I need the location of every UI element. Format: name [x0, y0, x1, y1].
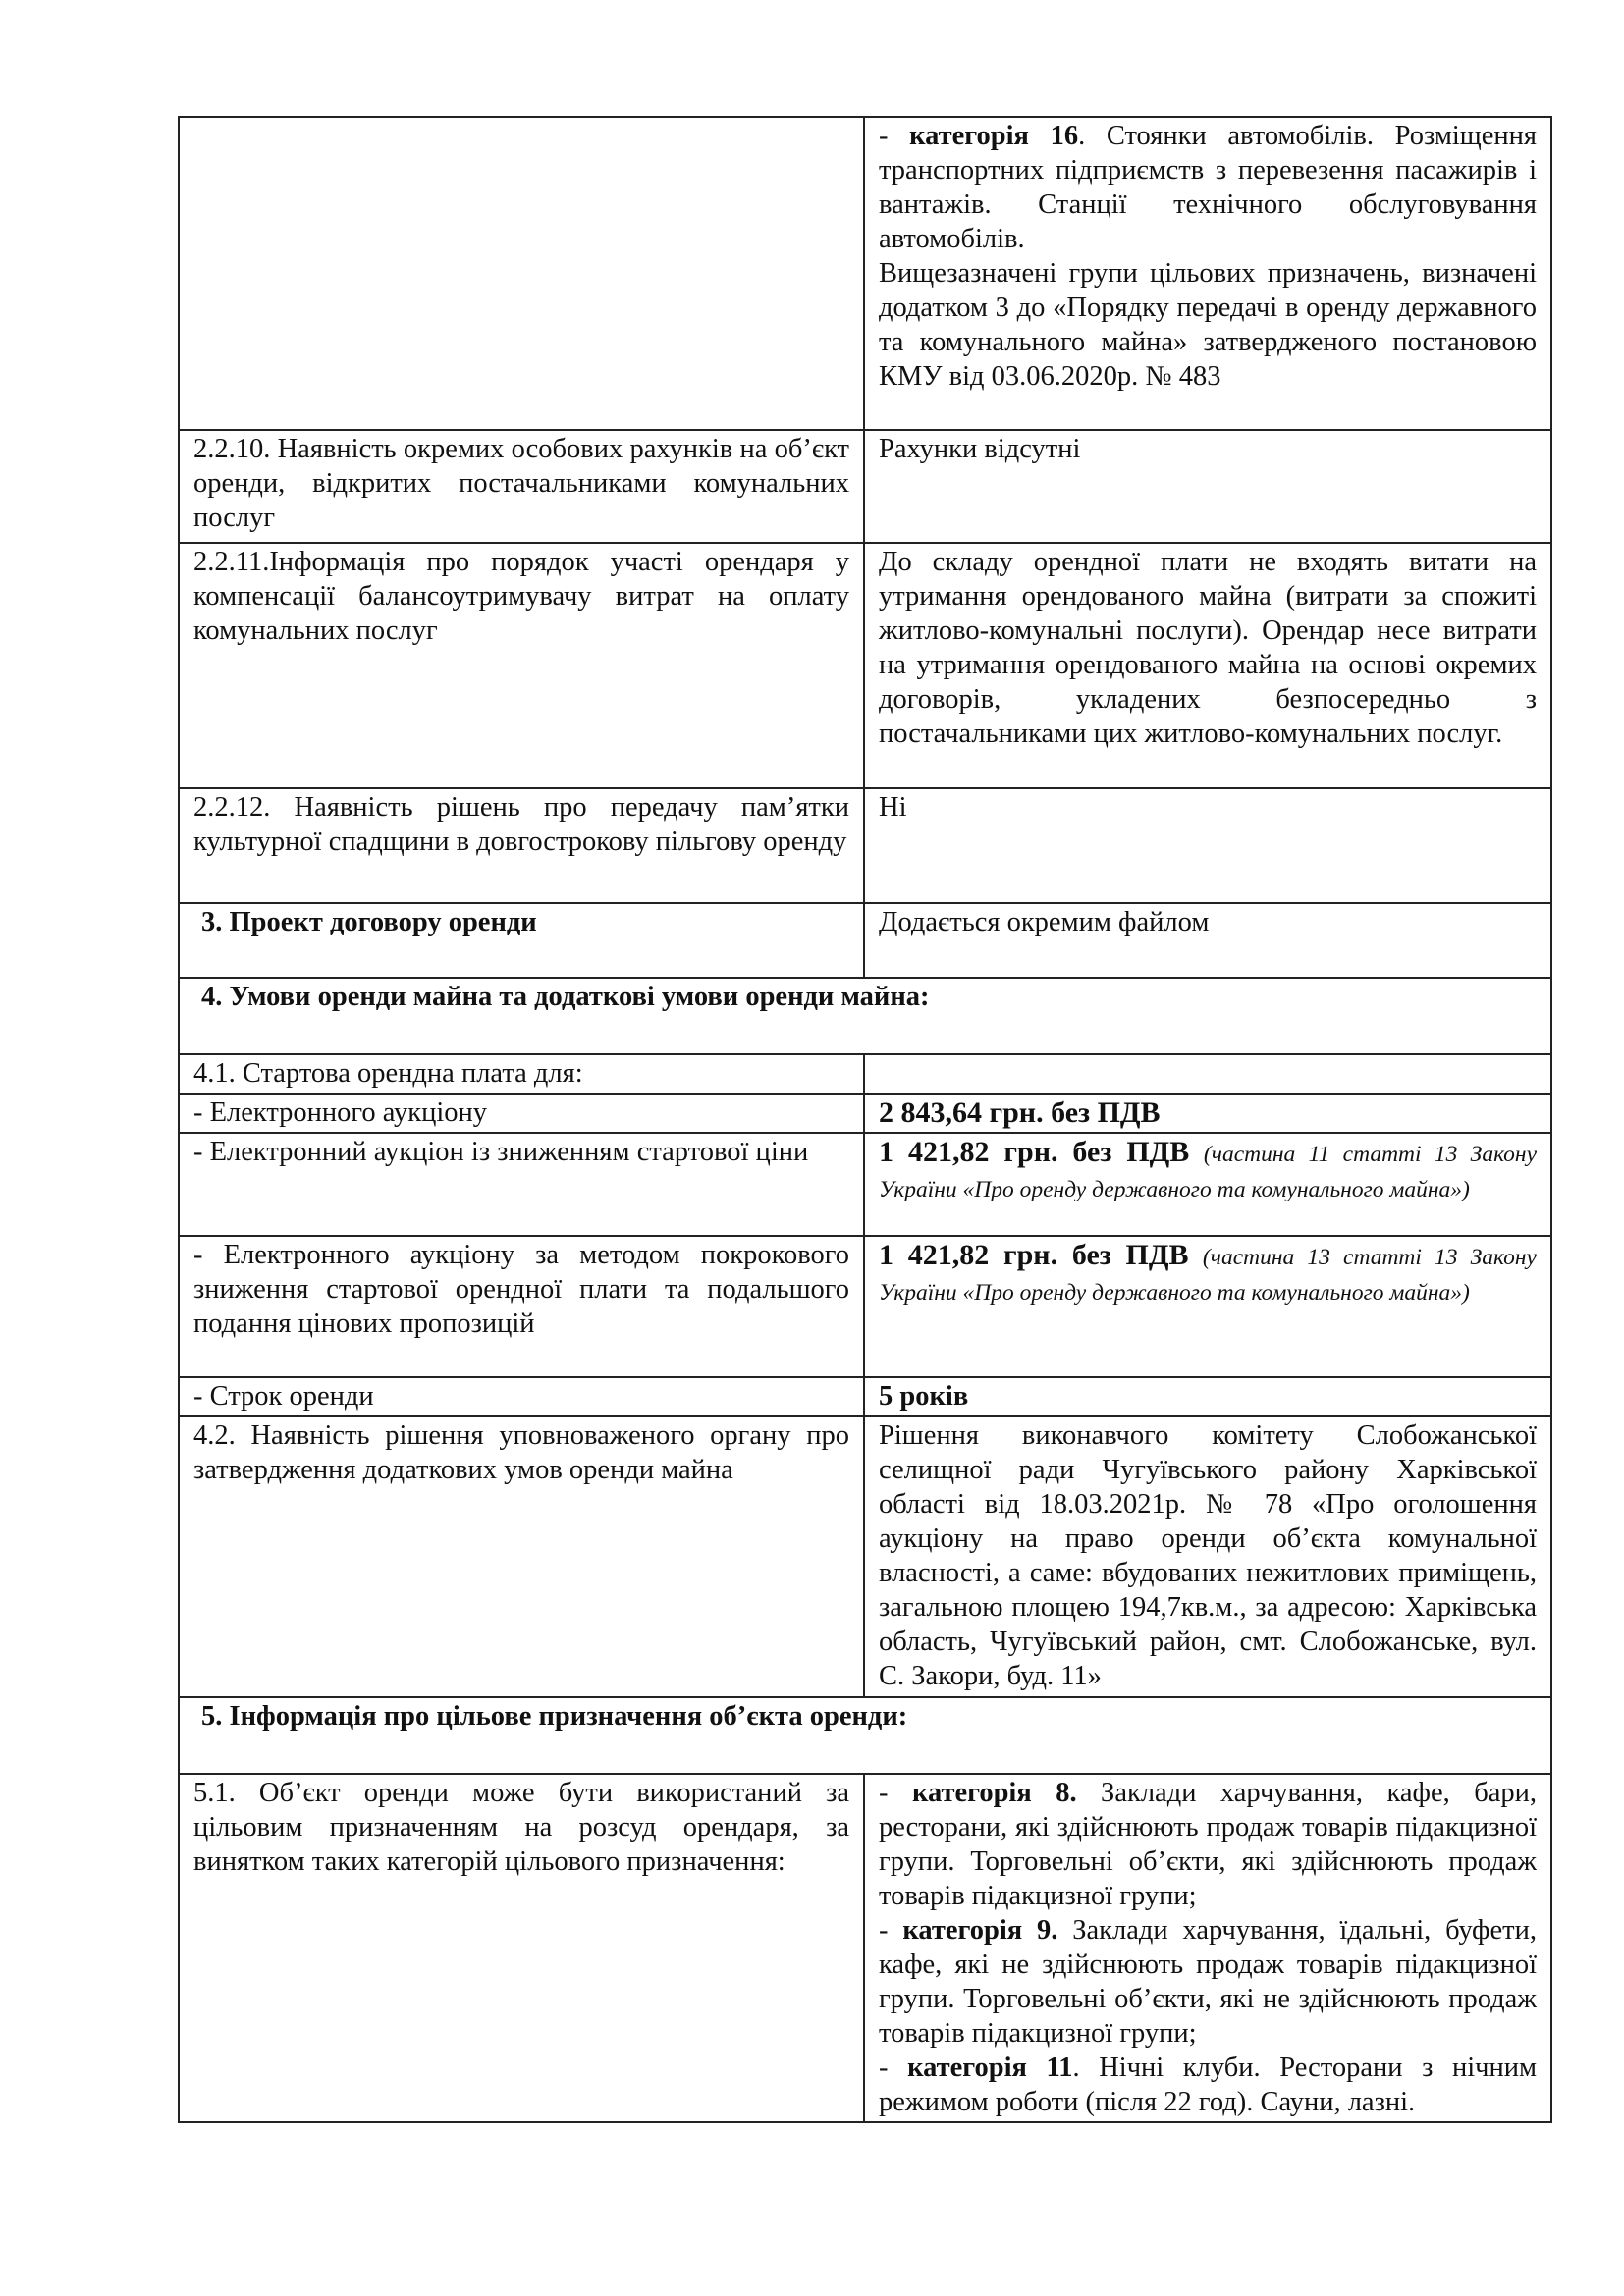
value-cell: До складу орендної плати не входять витати на утримання орендованого майна (витрати за спожиті житлово-комунальні послуги). Орендар несе витрати на утримання орендованого майна на основі окремих договорів, укладених безпосередньо з постачальниками цих житлово-комунальних послуг.: [864, 543, 1551, 788]
label-cell: - Строк оренди: [179, 1377, 864, 1416]
table-row: [179, 1094, 1551, 1133]
category-8-text: - категорія 8. Заклади харчування, кафе, бари, ресторани, які здійснюють продаж товарів підакцизної групи. Торговельні об’єкти, які здійснюють продаж товарів підакцизної групи;: [879, 1778, 1537, 1911]
table-row: [179, 1133, 1551, 1236]
label-cell: 4.2. Наявність рішення уповноваженого органу про затвердження додаткових умов оренди майна: [179, 1416, 864, 1697]
value-cell: Рахунки відсутні: [864, 430, 1551, 543]
value-cell: 1 421,82 грн. без ПДВ (частина 11 статті 13 Закону України «Про оренду державного та комунального майна»): [864, 1133, 1551, 1236]
table-row: [179, 903, 1551, 978]
table-row: [179, 117, 1551, 430]
value-cell: [864, 117, 1551, 430]
table-row: [179, 788, 1551, 903]
value-cell: Ні: [864, 788, 1551, 903]
conditions-table: [178, 116, 1552, 2123]
value-cell: [864, 1774, 1551, 2122]
table-row: [179, 1774, 1551, 2122]
value-cell: 2 843,64 грн. без ПДВ: [864, 1094, 1551, 1133]
section-5-heading: 5. Інформація про цільове призначення об’єкта оренди:: [179, 1697, 1551, 1774]
label-cell: 2.2.10. Наявність окремих особових рахунків на об’єкт оренди, відкритих постачальниками комунальних послуг: [179, 430, 864, 543]
label-cell: 2.2.12. Наявність рішень про передачу пам’ятки культурної спадщини в довгострокову пільгову оренду: [179, 788, 864, 903]
category-11-text: - категорія 11. Нічні клуби. Ресторани з нічним режимом роботи (після 22 год). Сауни, лазні.: [879, 2053, 1538, 2117]
label-cell: - Електронного аукціону за методом покрокового зниження стартової орендної плати та подальшого подання цінових пропозицій: [179, 1236, 864, 1377]
table-row: [179, 978, 1551, 1054]
value-cell: 5 років: [864, 1377, 1551, 1416]
table-row: [179, 1697, 1551, 1774]
label-cell: 4.1. Стартова орендна плата для:: [179, 1054, 864, 1094]
category-9-text: - категорія 9. Заклади харчування, їдальні, буфети, кафе, які не здійснюють продаж товарів підакцизної групи. Торговельні об’єкти, які не здійснюють продаж товарів підакцизної групи;: [879, 1915, 1537, 2049]
section-3-label: 3. Проект договору оренди: [179, 903, 864, 978]
label-cell: - Електронний аукціон із зниженням стартової ціни: [179, 1133, 864, 1236]
table-row: [179, 430, 1551, 543]
empty-cell: [864, 1054, 1551, 1094]
label-cell: 2.2.11.Інформація про порядок участі орендаря у компенсації балансоутримувачу витрат на оплату комунальних послуг: [179, 543, 864, 788]
table-row: [179, 1054, 1551, 1094]
label-cell: - Електронного аукціону: [179, 1094, 864, 1133]
table-row: [179, 1377, 1551, 1416]
label-cell: 5.1. Об’єкт оренди може бути використаний за цільовим призначенням на розсуд орендаря, за винятком таких категорій цільового призначення:: [179, 1774, 864, 2122]
table-row: [179, 1236, 1551, 1377]
value-cell: Додається окремим файлом: [864, 903, 1551, 978]
table-row: [179, 543, 1551, 788]
value-cell: Рішення виконавчого комітету Слобожанської селищної ради Чугуївського району Харківської області від 18.03.2021р. № 78 «Про оголошення аукціону на право оренди об’єкта комунальної власності, а саме: вбудованих нежитлових приміщень, загальною площею 194,7кв.м., за адресою: Харківська область, Чугуївський район, смт. Слобожанське, вул. С. Закори, буд. 11»: [864, 1416, 1551, 1697]
category-16-text: - категорія 16. Стоянки автомобілів. Розміщення транспортних підприємств з перевезення пасажирів і вантажів. Станції технічного обслуговування автомобілів.: [879, 121, 1537, 254]
value-cell: 1 421,82 грн. без ПДВ (частина 13 статті 13 Закону України «Про оренду державного та комунального майна»): [864, 1236, 1551, 1377]
groups-note: Вищезазначені групи цільових призначень, визначені додатком 3 до «Порядку передачі в оренду державного та комунального майна» затвердженого постановою КМУ від 03.06.2020р. № 483: [879, 258, 1537, 392]
table-row: [179, 1416, 1551, 1697]
empty-cell: [179, 117, 864, 430]
section-4-heading: 4. Умови оренди майна та додаткові умови оренди майна:: [179, 978, 1551, 1054]
